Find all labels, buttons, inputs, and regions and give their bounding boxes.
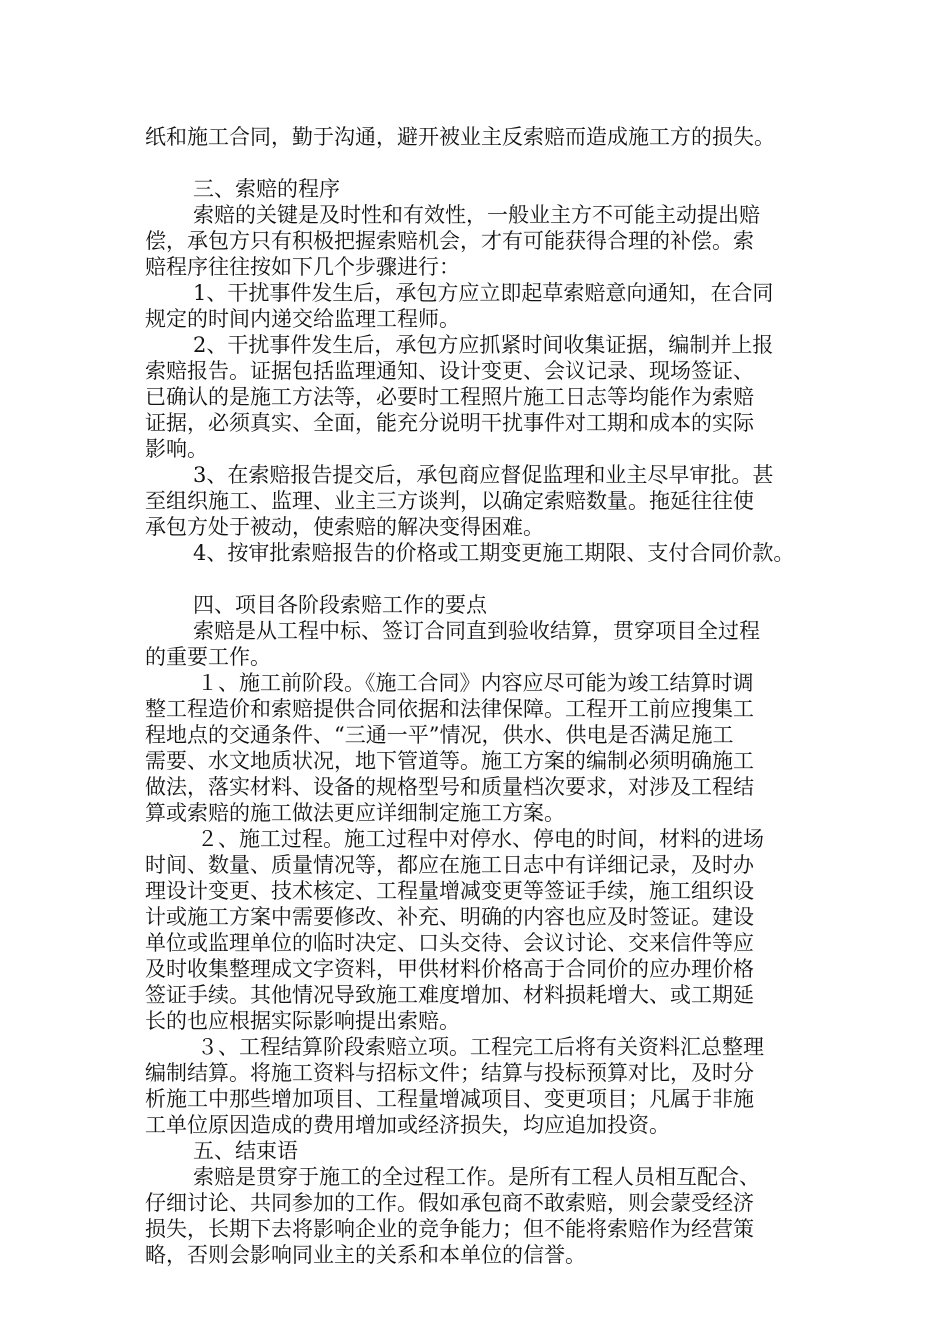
list-item-line: 至组织施工、监理、业主三方谈判，以确定索赔数量。拖延往往使 (145, 489, 754, 513)
paragraph-line: 索赔的关键是及时性和有效性，一般业主方不可能主动提出赔 (193, 203, 760, 227)
paragraph-line: 纸和施工合同，勤于沟通，避开被业主反索赔而造成施工方的损失。 (145, 125, 775, 149)
paragraph-line: 赔程序往往按如下几个步骤进行： (145, 255, 460, 279)
list-item-line: 计或施工方案中需要修改、补充、明确的内容也应及时签证。建设 (145, 905, 754, 929)
section-heading: 三、索赔的程序 (193, 177, 340, 201)
list-item-line: 程地点的交通条件、“三通一平”情况，供水、供电是否满足施工 (145, 723, 734, 747)
list-item-line: 签证手续。其他情况导致施工难度增加、材料损耗增大、或工期延 (145, 983, 754, 1007)
list-item-line: 证据，必须真实、全面，能充分说明干扰事件对工期和成本的实际 (145, 411, 754, 435)
list-item-line: 影响。 (145, 437, 208, 461)
blank-line (145, 566, 815, 592)
list-item-line: 3、在索赔报告提交后，承包商应督促监理和业主尽早审批。甚 (193, 463, 774, 487)
list-item-line: 及时收集整理成文字资料，甲供材料价格高于合同价的应办理价格 (145, 957, 754, 981)
list-item-line: 做法，落实材料、设备的规格型号和质量档次要求，对涉及工程结 (145, 775, 754, 799)
list-item-line: １、施工前阶段。《施工合同》内容应尽可能为竣工结算时调 (197, 671, 754, 695)
list-item-line: 编制结算。将施工资料与招标文件；结算与投标预算对比，及时分 (145, 1061, 754, 1085)
list-item-line: 工单位原因造成的费用增加或经济损失，均应追加投资。 (145, 1113, 670, 1137)
section-heading: 五、结束语 (193, 1139, 298, 1163)
body-text (145, 124, 815, 1268)
paragraph-line: 偿，承包方只有积极把握索赔机会，才有可能获得合理的补偿。索 (145, 229, 754, 253)
list-item-line: 单位或监理单位的临时决定、口头交待、会议讨论、交来信件等应 (145, 931, 754, 955)
list-item-line: 承包方处于被动，使索赔的解决变得困难。 (145, 515, 544, 539)
list-item-line: 析施工中那些增加项目、工程量增减项目、变更项目；凡属于非施 (145, 1087, 754, 1111)
list-item-line: 算或索赔的施工做法更应详细制定施工方案。 (145, 801, 565, 825)
paragraph-line: 索赔是从工程中标、签订合同直到验收结算，贯穿项目全过程 (193, 619, 760, 643)
list-item-line: 2、干扰事件发生后，承包方应抓紧时间收集证据，编制并上报 (193, 333, 774, 357)
list-item-line: 理设计变更、技术核定、工程量增减变更等签证手续，施工组织设 (145, 879, 754, 903)
list-item-line: 整工程造价和索赔提供合同依据和法律保障。工程开工前应搜集工 (145, 697, 754, 721)
section-heading: 四、项目各阶段索赔工作的要点 (193, 593, 487, 617)
list-item-line: 规定的时间内递交给监理工程师。 (145, 307, 460, 331)
paragraph-line: 略，否则会影响同业主的关系和本单位的信誉。 (145, 1243, 586, 1267)
list-item-line: 索赔报告。证据包括监理通知、设计变更、会议记录、现场签证、 (145, 359, 754, 383)
paragraph-line: 的重要工作。 (145, 645, 271, 669)
list-item-line: 1、干扰事件发生后，承包方应立即起草索赔意向通知，在合同 (193, 281, 774, 305)
list-item-line: 时间、数量、质量情况等，都应在施工日志中有详细记录，及时办 (145, 853, 754, 877)
paragraph-line: 损失，长期下去将影响企业的竞争能力；但不能将索赔作为经营策 (145, 1217, 754, 1241)
paragraph-line: 索赔是贯穿于施工的全过程工作。是所有工程人员相互配合、 (193, 1165, 760, 1189)
list-item-line: ２、施工过程。施工过程中对停水、停电的时间，材料的进场 (197, 827, 764, 851)
list-item-line: ３、工程结算阶段索赔立项。工程完工后将有关资料汇总整理 (197, 1035, 764, 1059)
list-item-line: 已确认的是施工方法等，必要时工程照片施工日志等均能作为索赔 (145, 385, 754, 409)
list-item-line: 需要、水文地质状况，地下管道等。施工方案的编制必须明确施工 (145, 749, 754, 773)
list-item-line: 4、按审批索赔报告的价格或工期变更施工期限、支付合同价款。 (193, 541, 795, 565)
list-item-line: 长的也应根据实际影响提出索赔。 (145, 1009, 460, 1033)
paragraph-line: 仔细讨论、共同参加的工作。假如承包商不敢索赔，则会蒙受经济 (145, 1191, 754, 1215)
blank-line (145, 150, 815, 176)
